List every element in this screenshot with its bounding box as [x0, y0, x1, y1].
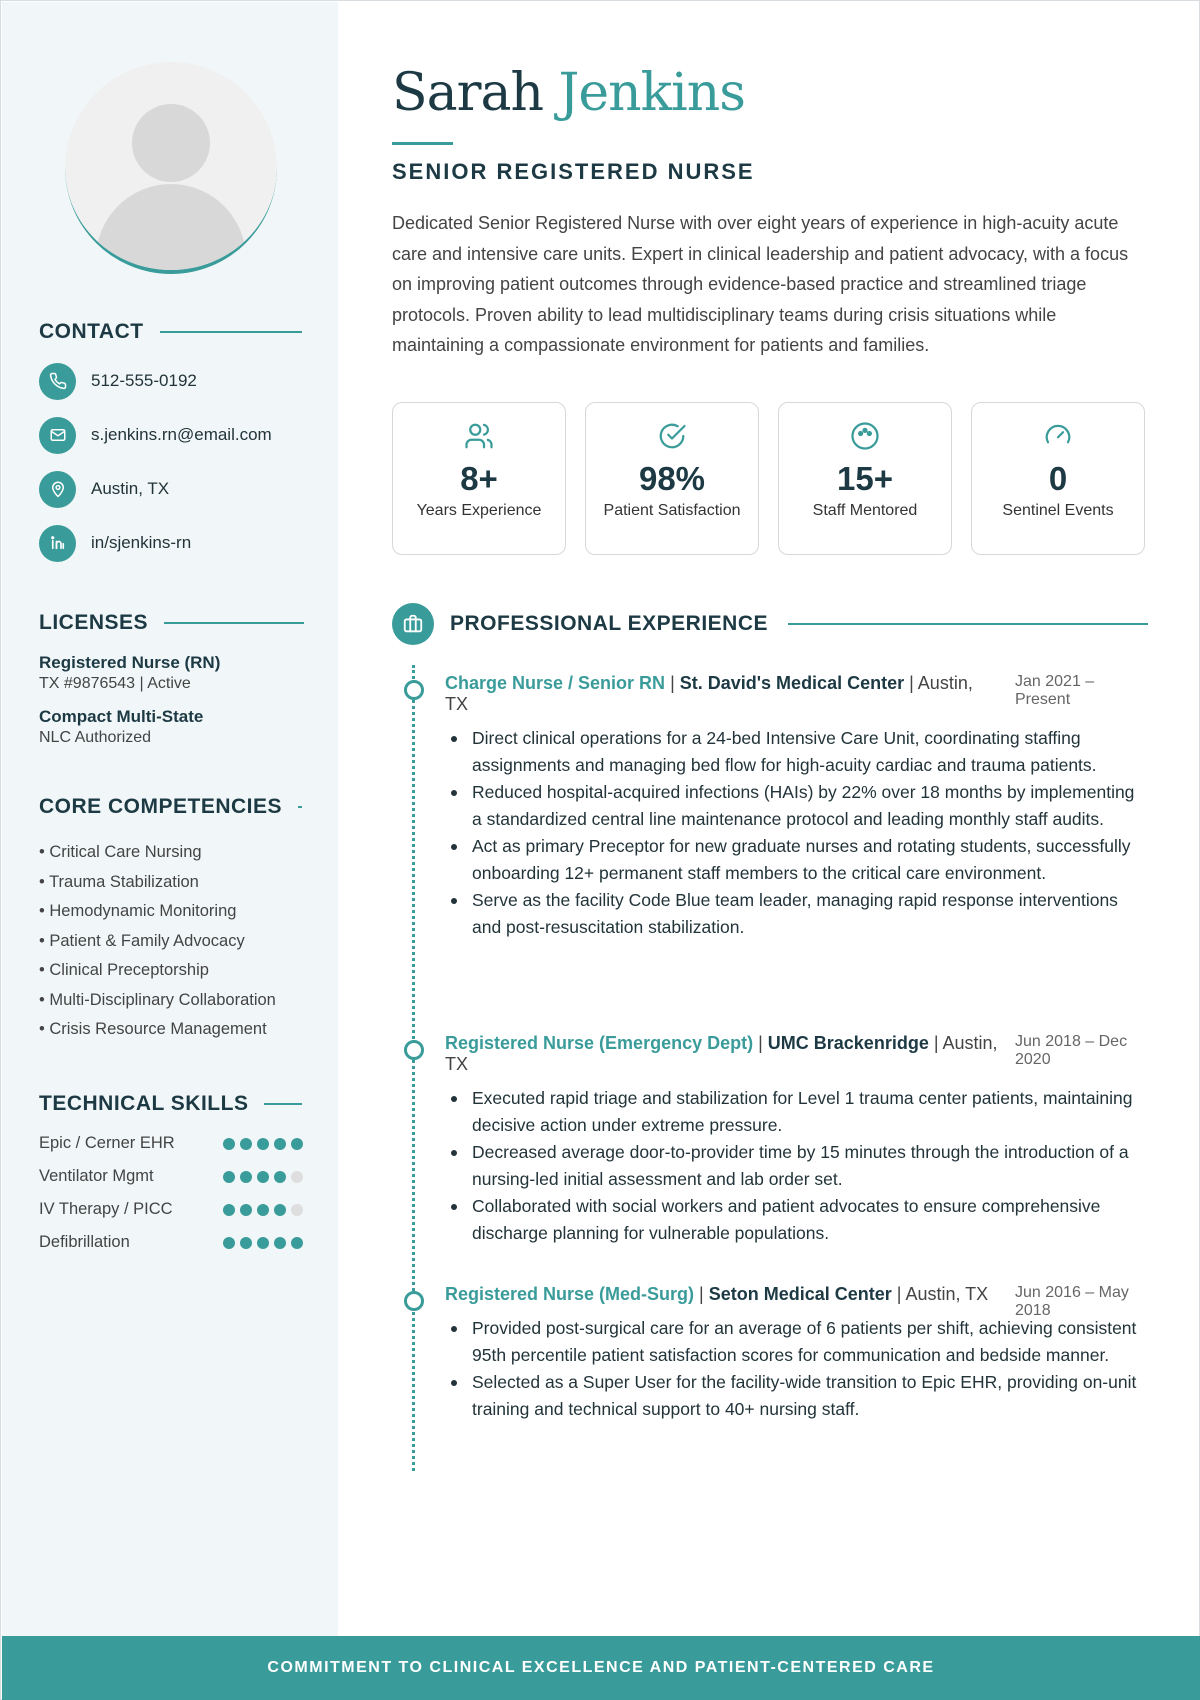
skill-row [39, 1233, 303, 1252]
competency-item: • Critical Care Nursing [39, 843, 202, 861]
email-icon [39, 417, 76, 454]
contact-phone-text: 512-555-0192 [91, 371, 197, 390]
contact-phone[interactable] [39, 362, 197, 400]
job-entry [445, 1033, 1145, 1247]
job-bullet: Provided post-surgical care for an average of 6 patients per shift, achieving consistent 95th percentile patient satisfaction scores for communication and bedside manner. [445, 1315, 1145, 1369]
timeline-line [412, 665, 415, 1471]
competency-item: • Clinical Preceptorship [39, 961, 209, 979]
license-title: Compact Multi-State [39, 707, 204, 726]
competency-item: • Multi-Disciplinary Collaboration [39, 990, 276, 1009]
job-date: Jan 2021 – Present [1015, 673, 1095, 708]
skill-level-dots [223, 1171, 303, 1183]
job-bullets [445, 725, 1145, 941]
competency-item: • Crisis Resource Management [39, 1020, 267, 1038]
skill-dot-filled [274, 1138, 286, 1150]
skill-row [39, 1134, 303, 1153]
professional-summary: Dedicated Senior Registered Nurse with over eight years of experience in high-acuity acute care and intensive care units. Expert in clinical leadership and patient advocacy, with a focus on improving patient outcomes through evidence-based practice and streamlined triage protocols. Proven ability to lead multidisciplinary teams during crisis situations while maintaining a compassionate environment for patients and families. [392, 213, 1129, 355]
avatar-body-shape [96, 184, 246, 274]
job-bullets [445, 1315, 1145, 1423]
skill-dot-filled [274, 1237, 286, 1249]
candidate-name [392, 63, 745, 123]
competencies-section-title: CORE COMPETENCIES [39, 795, 302, 819]
stat-value: 15+ [837, 460, 893, 497]
skill-level-dots [223, 1138, 303, 1150]
users-icon [393, 421, 565, 451]
stat-card [971, 402, 1145, 555]
stat-value: 8+ [460, 460, 498, 497]
job-header: Registered Nurse (Emergency Dept) | UMC Brackenridge | Austin, TX Jun 2018 – Dec 2020 [445, 1033, 1145, 1075]
skill-dot-filled [223, 1138, 235, 1150]
job-bullet: Serve as the facility Code Blue team leader, managing rapid response interventions and post-resuscitation stabilization. [445, 887, 1145, 941]
stat-label: Sentinel Events [1002, 502, 1114, 519]
skill-dot-filled [274, 1204, 286, 1216]
skill-dot-filled [240, 1204, 252, 1216]
skill-dot-filled [257, 1171, 269, 1183]
license-sub: NLC Authorized [39, 729, 152, 746]
skill-dot-filled [257, 1138, 269, 1150]
section-rule [298, 806, 302, 808]
skill-level-dots [223, 1204, 303, 1216]
palette-icon [779, 421, 951, 451]
job-entry [445, 1284, 1145, 1423]
contact-linkedin[interactable] [39, 524, 191, 562]
check-circle-icon [586, 421, 758, 451]
skill-dot-filled [240, 1237, 252, 1249]
footer-banner: COMMITMENT TO CLINICAL EXCELLENCE AND PATIENT-CENTERED CARE [2, 1636, 1200, 1700]
job-location: Austin, TX [905, 1284, 989, 1304]
sidebar [2, 2, 338, 1636]
job-org: St. David's Medical Center [679, 673, 905, 693]
license-sub: TX #9876543 | Active [39, 675, 191, 692]
license-item [39, 707, 203, 747]
job-bullet: Selected as a Super User for the facility-wide transition to Epic EHR, providing on-unit training and technical support to 40+ nursing staff. [445, 1369, 1145, 1423]
skill-dot-filled [291, 1138, 303, 1150]
competency-item: • Hemodynamic Monitoring [39, 902, 237, 920]
first-name: Sarah [392, 63, 543, 123]
skill-row [39, 1200, 303, 1219]
contact-section-title: CONTACT [39, 320, 302, 344]
linkedin-icon [39, 525, 76, 562]
skill-dot-empty [291, 1204, 303, 1216]
stat-card [778, 402, 952, 555]
contact-location-text: Austin, TX [91, 479, 170, 498]
licenses-section-title: LICENSES [39, 611, 304, 635]
skill-dot-filled [240, 1138, 252, 1150]
job-location: Austin, TX [445, 1033, 998, 1074]
job-org: UMC Brackenridge [767, 1033, 929, 1053]
location-icon [39, 471, 76, 508]
section-rule [788, 623, 1148, 625]
contact-email-text: s.jenkins.rn@email.com [91, 425, 272, 444]
job-bullet: Act as primary Preceptor for new graduate nurses and rotating students, successfully onboarding 12+ permanent staff members to the critical care environment. [445, 833, 1145, 887]
briefcase-icon [392, 603, 434, 645]
skill-dot-filled [223, 1171, 235, 1183]
skill-dot-filled [257, 1204, 269, 1216]
job-bullet: Decreased average door-to-provider time by 15 minutes through the introduction of a nursing-led initial assessment and lab order set. [445, 1139, 1145, 1193]
timeline-node [404, 1291, 424, 1311]
skill-dot-filled [240, 1171, 252, 1183]
skill-row [39, 1167, 303, 1186]
last-name: Jenkins [558, 63, 745, 123]
stat-value: 0 [1048, 460, 1068, 497]
gauge-icon [972, 421, 1144, 451]
avatar [65, 62, 277, 278]
skill-dot-filled [291, 1237, 303, 1249]
job-title: Charge Nurse / Senior RN [445, 673, 666, 693]
job-role-title: SENIOR REGISTERED NURSE [392, 159, 755, 184]
skill-name: Epic / Cerner EHR [39, 1134, 175, 1152]
license-title: Registered Nurse (RN) [39, 653, 221, 672]
section-rule [264, 1103, 302, 1105]
job-location: Austin, TX [445, 673, 973, 714]
license-item [39, 653, 220, 693]
skill-level-dots [223, 1237, 303, 1249]
job-title: Registered Nurse (Emergency Dept) [445, 1033, 754, 1053]
job-date: Jun 2018 – Dec 2020 [1015, 1033, 1128, 1068]
skill-dot-filled [223, 1204, 235, 1216]
skill-dot-filled [223, 1237, 235, 1249]
section-rule [164, 622, 304, 624]
contact-linkedin-text: in/sjenkins-rn [91, 533, 192, 552]
avatar-head-shape [132, 104, 210, 182]
stat-card [392, 402, 566, 555]
timeline-node [404, 1040, 424, 1060]
skill-dot-filled [274, 1171, 286, 1183]
competency-item: • Trauma Stabilization [39, 872, 199, 891]
job-bullet: Collaborated with social workers and patient advocates to ensure comprehensive discharge planning for vulnerable populations. [445, 1193, 1145, 1247]
job-header: Registered Nurse (Med-Surg) | Seton Medical Center | Austin, TX Jun 2016 – May 2018 [445, 1284, 1145, 1305]
phone-icon [39, 363, 76, 400]
job-bullets [445, 1085, 1145, 1247]
job-title: Registered Nurse (Med-Surg) [445, 1284, 695, 1304]
job-header: Charge Nurse / Senior RN | St. David's Medical Center | Austin, TX Jan 2021 – Present [445, 673, 1145, 715]
competency-item: • Patient & Family Advocacy [39, 931, 245, 950]
contact-email[interactable] [39, 416, 272, 454]
stat-label: Years Experience [416, 502, 542, 519]
competencies-list [39, 838, 276, 1045]
job-bullet: Executed rapid triage and stabilization for Level 1 trauma center patients, maintaining decisive action under extreme pressure. [445, 1085, 1145, 1139]
stat-value: 98% [638, 460, 706, 497]
stat-label: Patient Satisfaction [603, 502, 741, 519]
skills-section-title: TECHNICAL SKILLS [39, 1092, 302, 1116]
section-rule [160, 331, 302, 333]
contact-location [39, 470, 169, 508]
timeline-node [404, 680, 424, 700]
job-entry [445, 673, 1145, 941]
skill-name: Defibrillation [39, 1233, 130, 1251]
job-bullet: Reduced hospital-acquired infections (HAIs) by 22% over 18 months by implementing a standardized central line maintenance protocol and leading monthly staff audits. [445, 779, 1145, 833]
experience-section-header [392, 603, 1148, 645]
name-underline [392, 142, 453, 145]
skill-dot-empty [291, 1171, 303, 1183]
skill-name: Ventilator Mgmt [39, 1167, 154, 1185]
job-bullet: Direct clinical operations for a 24-bed Intensive Care Unit, coordinating staffing assignments and managing bed flow for high-acuity cardiac and trauma patients. [445, 725, 1145, 779]
job-org: Seton Medical Center [708, 1284, 892, 1304]
skill-name: IV Therapy / PICC [39, 1200, 173, 1218]
stat-card [585, 402, 759, 555]
experience-section-title: PROFESSIONAL EXPERIENCE [450, 612, 769, 635]
job-date: Jun 2016 – May 2018 [1015, 1284, 1129, 1319]
stat-label: Staff Mentored [812, 502, 918, 519]
skill-dot-filled [257, 1237, 269, 1249]
